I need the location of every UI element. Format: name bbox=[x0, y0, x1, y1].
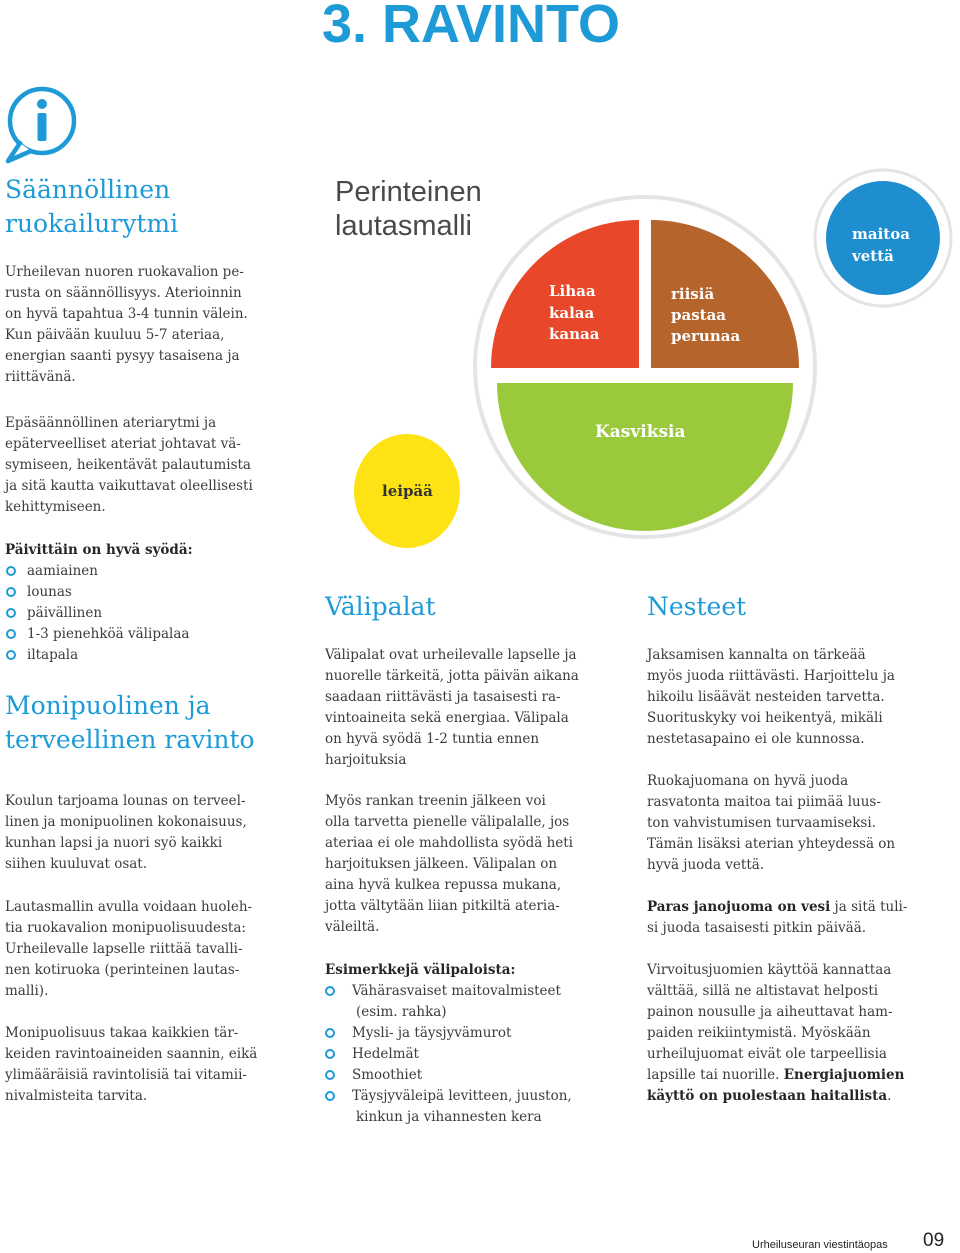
list-item-label: 1-3 pienehköä välipalaa bbox=[27, 626, 190, 642]
drink-label: maitoa bbox=[852, 225, 910, 243]
list-item-label: Vähärasvaiset maitovalmisteet bbox=[352, 983, 561, 999]
text-line: hyvä juoda vettä. bbox=[647, 857, 765, 873]
bullet-icon bbox=[325, 986, 335, 996]
daily-meals-list bbox=[5, 540, 193, 666]
heading-regular-eating bbox=[5, 173, 178, 241]
list-item bbox=[325, 1065, 572, 1086]
text-segment: . bbox=[887, 1088, 892, 1104]
bullet-icon bbox=[325, 1049, 335, 1059]
bullet-icon bbox=[325, 1091, 335, 1101]
paragraph-irregular-rhythm bbox=[5, 413, 253, 518]
emphasis-text: Energiajuomien bbox=[783, 1067, 905, 1083]
list-item-label: Täysjyväleipä levitteen, juuston, bbox=[352, 1088, 572, 1104]
plate-title-line: Perinteinen bbox=[335, 176, 482, 208]
bullet-icon bbox=[6, 629, 16, 639]
text-line: ton vahvistumisen turvaamiseksi. bbox=[647, 815, 876, 831]
paragraph-hydration bbox=[647, 645, 895, 750]
paragraph-variety bbox=[5, 1023, 257, 1107]
snack-examples-title: Esimerkkejä välipaloista: bbox=[325, 962, 516, 978]
text-line: harjoituksen jälkeen. Välipalan on bbox=[325, 856, 558, 872]
paragraph-school-lunch bbox=[5, 791, 247, 875]
plate-section-vegetables bbox=[497, 383, 793, 531]
paragraph-plate-model bbox=[5, 897, 252, 1002]
text-line: Lautasmallin avulla voidaan huoleh- bbox=[5, 899, 253, 915]
text-line: välttää, sillä ne altistavat helposti bbox=[647, 983, 879, 999]
list-item-label: iltapala bbox=[27, 647, 79, 663]
text-line: Välipalat ovat urheilevalle lapselle ja bbox=[325, 647, 577, 663]
text-line: kehittymiseen. bbox=[5, 499, 106, 515]
text-line bbox=[647, 1065, 904, 1086]
text-line: si juoda tasaisesti pitkin päivää. bbox=[647, 920, 867, 936]
carbs-label: riisiä bbox=[671, 285, 715, 303]
text-line: nestetasapaino ei ole kunnossa. bbox=[647, 731, 865, 747]
text-line: aina hyvä kulkea repussa mukana, bbox=[325, 877, 562, 893]
text-line: Kun päivään kuuluu 5-7 ateriaa, bbox=[5, 327, 225, 343]
bullet-icon bbox=[325, 1070, 335, 1080]
list-item bbox=[5, 582, 193, 603]
text-line: painon nousulle ja aiheuttavat ham- bbox=[647, 1004, 893, 1020]
text-line: paiden reikiintymistä. Myöskään bbox=[647, 1025, 871, 1041]
list-item bbox=[5, 645, 193, 666]
text-line: väleiltä. bbox=[325, 919, 380, 935]
bullet-icon bbox=[6, 587, 16, 597]
plate-title-line: lautasmalli bbox=[335, 210, 472, 242]
info-i-stem bbox=[38, 113, 47, 141]
info-i-dot bbox=[37, 99, 47, 109]
info-bubble-tail bbox=[8, 143, 31, 161]
text-line: rasvatonta maitoa tai piimää luus- bbox=[647, 794, 881, 810]
text-line: jotta vältytään liian pitkiltä ateria- bbox=[325, 898, 560, 914]
text-line: Myös rankan treenin jälkeen voi bbox=[325, 793, 546, 809]
list-item bbox=[325, 1086, 572, 1107]
list-item-label: Hedelmät bbox=[352, 1046, 419, 1062]
text-line: on hyvä tapahtua 3-4 tunnin välein. bbox=[5, 306, 248, 322]
text-line: Urheilevan nuoren ruokavalion pe- bbox=[5, 264, 244, 280]
heading-snacks: Välipalat bbox=[325, 592, 436, 621]
text-line: ja sitä kautta vaikuttavat oleellisesti bbox=[5, 478, 253, 494]
list-item bbox=[5, 624, 193, 645]
bullet-icon bbox=[6, 650, 16, 660]
plate-model-title bbox=[335, 175, 482, 243]
meat-label: kalaa bbox=[549, 304, 595, 322]
bread-label: leipää bbox=[382, 482, 433, 500]
meat-label: kanaa bbox=[549, 325, 600, 343]
carbs-label: pastaa bbox=[671, 306, 727, 324]
text-line: Tämän lisäksi aterian yhteydessä on bbox=[647, 836, 896, 852]
text-line: urheilujuomat eivät ole tarpeellisia bbox=[647, 1046, 887, 1062]
text-line: tia ruokavalion monipuolisuudesta: bbox=[5, 920, 246, 936]
text-line: olla tarvetta pienelle välipalalle, jos bbox=[325, 814, 570, 830]
drink-label: vettä bbox=[852, 247, 894, 265]
text-line: saadaan riittävästi ja tasaisesti ra- bbox=[325, 689, 561, 705]
text-line: nivalmisteita tarvita. bbox=[5, 1088, 148, 1104]
text-line: rusta on säännöllisyys. Aterioinnin bbox=[5, 285, 242, 301]
list-item bbox=[325, 981, 572, 1002]
text-line: Jaksamisen kannalta on tärkeää bbox=[647, 647, 866, 663]
text-line: Koulun tarjoama lounas on terveel- bbox=[5, 793, 246, 809]
text-line: harjoituksia bbox=[325, 752, 407, 768]
text-line: myös juoda riittävästi. Harjoittelu ja bbox=[647, 668, 895, 684]
text-line bbox=[647, 1086, 904, 1107]
text-line: keiden ravintoaineiden saannin, eikä bbox=[5, 1046, 258, 1062]
text-line: riittävänä. bbox=[5, 369, 76, 385]
list-item-label: Smoothiet bbox=[352, 1067, 423, 1083]
text-line: Virvoitusjuomien käyttöä kannattaa bbox=[647, 962, 892, 978]
text-line: malli). bbox=[5, 983, 49, 999]
heading-fluids: Nesteet bbox=[647, 592, 747, 621]
text-line: epäterveelliset ateriat johtavat vä- bbox=[5, 436, 241, 452]
bullet-icon bbox=[6, 608, 16, 618]
list-item-continuation: (esim. rahka) bbox=[356, 1004, 447, 1020]
text-line: Epäsäännöllinen ateriarytmi ja bbox=[5, 415, 217, 431]
list-item-label: päivällinen bbox=[27, 605, 103, 621]
text-line: on hyvä syödä 1-2 tuntia ennen bbox=[325, 731, 540, 747]
text-line: siihen kuuluvat osat. bbox=[5, 856, 148, 872]
emphasis-text: käyttö on puolestaan haitallista bbox=[647, 1088, 888, 1104]
list-item-continuation: kinkun ja vihannesten kera bbox=[356, 1109, 542, 1125]
bullet-icon bbox=[6, 566, 16, 576]
text-line: Monipuolisuus takaa kaikkien tär- bbox=[5, 1025, 239, 1041]
list-item bbox=[325, 1023, 572, 1044]
text-line: vintoaineita sekä energiaa. Välipala bbox=[325, 710, 569, 726]
paragraph-meal-drink bbox=[647, 771, 895, 876]
text-line: Ruokajuomana on hyvä juoda bbox=[647, 773, 849, 789]
paragraph-water bbox=[647, 897, 907, 939]
paragraph-snacks-intro bbox=[325, 645, 579, 771]
heading-line: Säännöllinen bbox=[5, 175, 171, 204]
snack-examples-list bbox=[325, 960, 572, 1128]
section-title: 3. RAVINTO bbox=[322, 0, 621, 54]
vegetables-label: Kasviksia bbox=[595, 422, 686, 442]
text-line: Urheilevalle lapselle riittää tavalli- bbox=[5, 941, 243, 957]
list-item-label: Mysli- ja täysjyvämurot bbox=[352, 1025, 512, 1041]
text-line: symiseen, heikentävät palautumista bbox=[5, 457, 251, 473]
text-line: kunhan lapsi ja nuori syö kaikki bbox=[5, 835, 223, 851]
heading-line: terveellinen ravinto bbox=[5, 725, 255, 754]
text-segment: lapsille tai nuorille. bbox=[647, 1067, 784, 1083]
list-item-label: lounas bbox=[27, 584, 72, 600]
paragraph-soft-drinks bbox=[647, 960, 904, 1107]
text-line bbox=[647, 897, 907, 918]
carbs-label: perunaa bbox=[671, 327, 741, 345]
heading-varied-nutrition bbox=[5, 689, 255, 757]
text-line: hikoilu lisäävät nesteiden tarvetta. bbox=[647, 689, 885, 705]
meat-label: Lihaa bbox=[549, 282, 596, 300]
text-line: ylimääräisiä ravintolisiä tai vitamii- bbox=[5, 1067, 247, 1083]
text-line: Suorituskyky voi heikentyä, mikäli bbox=[647, 710, 883, 726]
daily-meals-title: Päivittäin on hyvä syödä: bbox=[5, 542, 193, 558]
list-item bbox=[5, 561, 193, 582]
list-item bbox=[5, 603, 193, 624]
text-segment: ja sitä tuli- bbox=[830, 899, 908, 915]
emphasis-text: Paras janojuoma on vesi bbox=[647, 899, 831, 915]
list-item-label: aamiainen bbox=[27, 563, 98, 579]
heading-line: Monipuolinen ja bbox=[5, 691, 211, 720]
list-item bbox=[325, 1044, 572, 1065]
bullet-icon bbox=[325, 1028, 335, 1038]
text-line: linen ja monipuolinen kokonaisuus, bbox=[5, 814, 247, 830]
paragraph-snacks-after-training bbox=[325, 791, 573, 938]
text-line: energian saanti pysyy tasaisena ja bbox=[5, 348, 240, 364]
paragraph-eating-rhythm bbox=[5, 262, 248, 388]
heading-line: ruokailurytmi bbox=[5, 209, 179, 238]
text-line: ateriaa ei ole mahdollista syödä heti bbox=[325, 835, 573, 851]
text-line: nen kotiruoka (perinteinen lautas- bbox=[5, 962, 240, 978]
info-speech-bubble-icon bbox=[2, 83, 80, 165]
footer-publication-name: Urheiluseuran viestintäopas bbox=[752, 1239, 888, 1251]
text-line: nuorelle tärkeitä, jotta päivän aikana bbox=[325, 668, 579, 684]
page-number: 09 bbox=[923, 1230, 945, 1251]
